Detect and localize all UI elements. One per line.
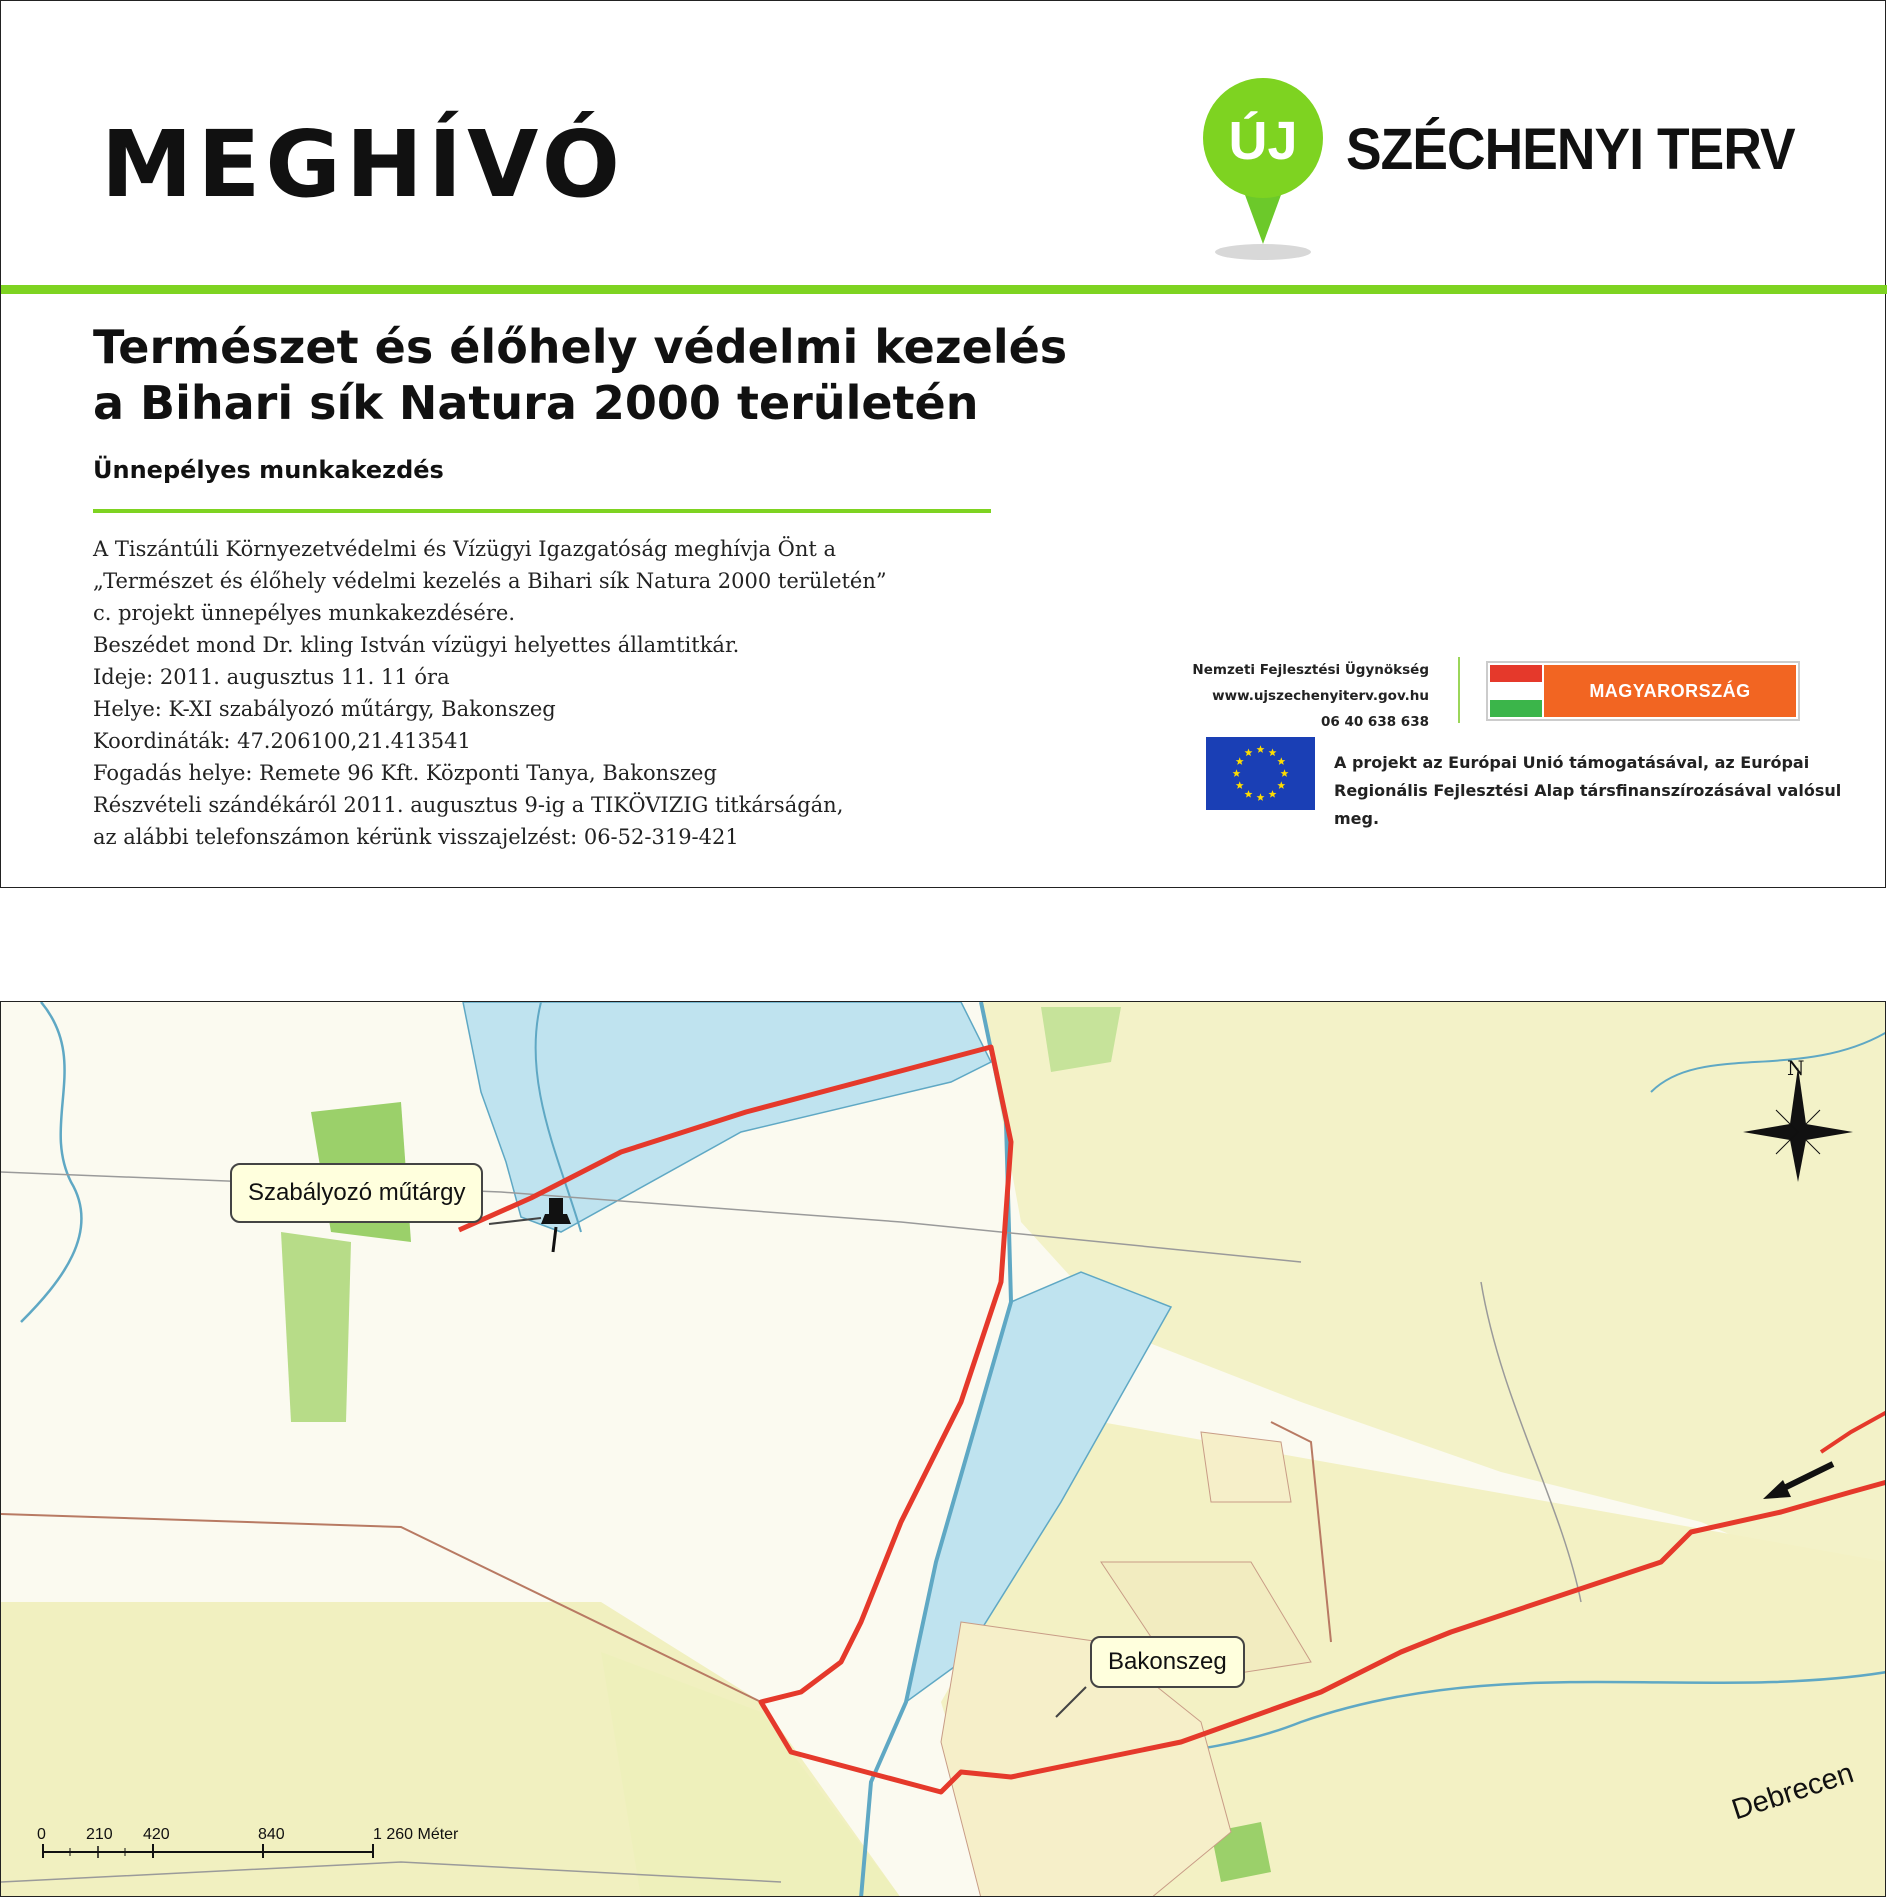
agency-url: www.ujszechenyiterv.gov.hu xyxy=(1212,688,1429,704)
event-title-line1: Természet és élőhely védelmi kezelés xyxy=(93,320,1068,374)
topographic-map xyxy=(1,1002,1886,1897)
eu-text-line1: A projekt az Európai Unió támogatásával, az Európai xyxy=(1334,753,1810,772)
body-line: az alábbi telefonszámon kérünk visszajelzést: 06-52-319-421 xyxy=(93,825,739,849)
sponsor-divider xyxy=(1458,657,1460,723)
scale-tick-label: 1 260 Méter xyxy=(373,1826,459,1843)
event-title xyxy=(93,319,1067,431)
invitation-card xyxy=(0,0,1886,888)
header-divider xyxy=(1,285,1887,294)
scale-tick-label: 420 xyxy=(143,1826,170,1843)
scale-tick-label: 0 xyxy=(37,1826,46,1843)
scale-tick-label: 210 xyxy=(86,1826,113,1843)
invitation-body xyxy=(93,533,887,853)
agency-info xyxy=(1181,657,1429,735)
mm-label: MAGYARORSZÁG MEGÚJUL xyxy=(1544,665,1796,717)
invitation-title: MEGHÍVÓ xyxy=(101,111,625,218)
hungarian-flag-icon xyxy=(1490,665,1542,717)
szechenyi-terv-logo xyxy=(1201,76,1851,266)
scale-tick-label: 840 xyxy=(258,1826,285,1843)
direction-label: Debrecen xyxy=(1728,1757,1858,1827)
body-line: Koordináták: 47.206100,21.413541 xyxy=(93,729,471,753)
body-line: „Természet és élőhely védelmi kezelés a Bihari sík Natura 2000 területén” xyxy=(93,569,887,593)
event-title-line2: a Bihari sík Natura 2000 területén xyxy=(93,376,979,430)
eu-flag-icon xyxy=(1206,737,1315,810)
event-subtitle: Ünnepélyes munkakezdés xyxy=(93,456,444,484)
north-label: N xyxy=(1787,1056,1805,1080)
body-line: A Tiszántúli Környezetvédelmi és Vízügyi Igazgatóság meghívja Önt a xyxy=(93,537,837,561)
body-line: Helye: K-XI szabályozó műtárgy, Bakonszeg xyxy=(93,697,556,721)
body-line: Fogadás helye: Remete 96 Kft. Központi Tanya, Bakonszeg xyxy=(93,761,717,785)
body-line: Részvételi szándékáról 2011. augusztus 9-ig a TIKÖVIZIG titkárságán, xyxy=(93,793,844,817)
callout-structure[interactable]: Szabályozó műtárgy xyxy=(230,1163,483,1223)
body-line: c. projekt ünnepélyes munkakezdésére. xyxy=(93,601,515,625)
location-map[interactable] xyxy=(0,1001,1886,1897)
agency-phone: 06 40 638 638 xyxy=(1320,714,1429,730)
magyarorszag-megujul-logo xyxy=(1486,661,1800,753)
body-line: Ideje: 2011. augusztus 11. 11 óra xyxy=(93,665,450,689)
eu-funding-text xyxy=(1334,749,1885,833)
logo-name: SZÉCHENYI TERV xyxy=(1346,117,1795,182)
callout-village[interactable]: Bakonszeg xyxy=(1090,1636,1245,1688)
subtitle-divider xyxy=(93,509,991,513)
body-line: Beszédet mond Dr. kling István vízügyi helyettes államtitkár. xyxy=(93,633,740,657)
agency-name: Nemzeti Fejlesztési Ügynökség xyxy=(1192,662,1429,678)
eu-text-line2: Regionális Fejlesztési Alap társfinanszírozásával valósul meg. xyxy=(1334,781,1842,828)
map-pin-icon xyxy=(1201,76,1351,266)
logo-badge-text: ÚJ xyxy=(1228,111,1298,171)
